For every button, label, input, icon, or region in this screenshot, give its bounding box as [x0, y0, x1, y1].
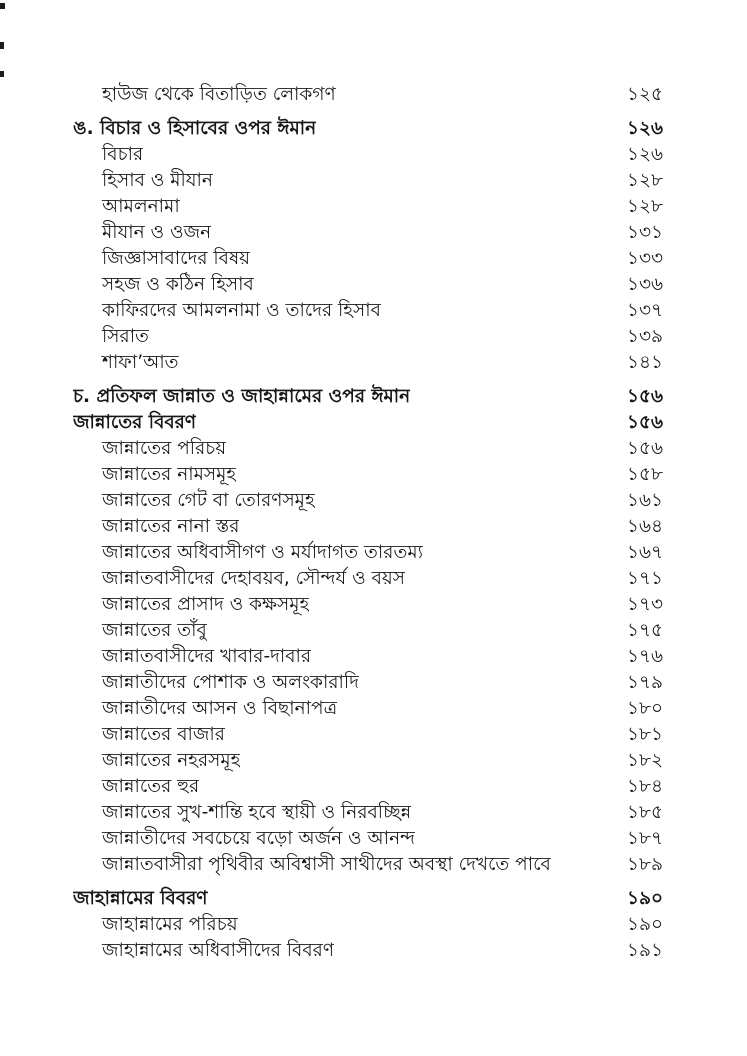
toc-entry-page: ১৬১ — [626, 490, 663, 511]
toc-entry-page: ১৩৭ — [626, 300, 663, 321]
toc-row — [73, 514, 663, 540]
toc-entry-label: জান্নাতের প্রাসাদ ও কক্ষসমূহ — [102, 594, 310, 615]
scan-speck — [0, 3, 5, 9]
toc-entry-label: জান্নাতীদের সবচেয়ে বড়ো অর্জন ও আনন্দ — [102, 828, 416, 849]
toc-row — [73, 324, 663, 350]
toc-row — [73, 886, 663, 912]
toc-entry-page: ১২৮ — [626, 170, 663, 191]
toc-entry-page: ১৩৯ — [626, 326, 663, 347]
toc-row — [73, 142, 663, 168]
toc-entry-label: জান্নাতবাসীদের খাবার-দাবার — [102, 646, 312, 667]
toc-row — [73, 938, 663, 964]
toc-entry-page: ১৫৬ — [626, 386, 663, 407]
toc-entry-label: মীযান ও ওজন — [102, 222, 212, 243]
toc-entry-label: জান্নাতীদের আসন ও বিছানাপত্র — [102, 698, 338, 719]
toc-entry-label: জান্নাতবাসীদের দেহাবয়ব, সৌন্দর্য ও বয়স — [102, 568, 405, 589]
toc-row — [73, 410, 663, 436]
toc-entry-page: ১৫৬ — [626, 438, 663, 459]
toc-row — [73, 800, 663, 826]
toc-entry-page: ১৭১ — [626, 568, 663, 589]
toc-entry-label: জান্নাতীদের পোশাক ও অলংকারাদি — [102, 672, 359, 693]
toc-entry-page: ১২৬ — [626, 118, 663, 139]
toc-row — [73, 722, 663, 748]
toc-row — [73, 852, 663, 878]
toc-entry-label: জান্নাতের নহরসমূহ — [102, 750, 241, 771]
toc-entry-label: জান্নাতের অধিবাসীগণ ও মর্যাদাগত তারতম্য — [102, 542, 423, 563]
toc-entry-label: জান্নাতবাসীরা পৃথিবীর অবিশ্বাসী সাথীদের অবস্থা দেখতে পাবে — [102, 854, 551, 875]
toc-entry-page: ১৯০ — [626, 888, 663, 909]
toc-entry-page: ১৪১ — [626, 352, 663, 373]
toc-entry-label: জাহান্নামের পরিচয় — [102, 914, 238, 935]
toc-entry-page: ১৩৩ — [626, 248, 663, 269]
toc-row — [73, 696, 663, 722]
toc-entry-page: ১৮৭ — [626, 828, 663, 849]
toc-entry-page: ১২৮ — [626, 196, 663, 217]
toc-row — [73, 618, 663, 644]
toc-row — [73, 670, 663, 696]
toc-entry-label: জান্নাতের সুখ-শান্তি হবে স্থায়ী ও নিরবচ্ছিন্ন — [102, 802, 412, 823]
toc-entry-label: ঙ. বিচার ও হিসাবের ওপর ঈমান — [73, 118, 317, 139]
toc-entry-page: ১৭৬ — [626, 646, 663, 667]
toc-entry-page: ১৯০ — [626, 914, 663, 935]
toc-entry-page: ১৭৩ — [626, 594, 663, 615]
toc-entry-label: সিরাত — [102, 326, 149, 347]
toc-entry-label: জান্নাতের বাজার — [102, 724, 225, 745]
toc-entry-page: ১৫৬ — [626, 412, 663, 433]
toc-entry-page: ১৮৪ — [626, 776, 663, 797]
toc-row — [73, 168, 663, 194]
scan-speck — [0, 71, 4, 77]
toc-entry-page: ১৩১ — [626, 222, 663, 243]
toc-entry-page: ১২৬ — [626, 144, 663, 165]
toc-row — [73, 774, 663, 800]
toc-row — [73, 194, 663, 220]
toc-entry-page: ১৬৪ — [626, 516, 663, 537]
toc-entry-label: শাফা’আত — [102, 352, 179, 373]
toc-entry-label: জান্নাতের হুর — [102, 776, 200, 797]
toc-entry-page: ১৩৬ — [626, 274, 663, 295]
toc-entry-page: ১৮২ — [626, 750, 663, 771]
toc-row — [73, 350, 663, 376]
toc-entry-label: জিজ্ঞাসাবাদের বিষয় — [102, 248, 251, 269]
toc-row — [73, 826, 663, 852]
toc-entry-page: ১৮৫ — [626, 802, 663, 823]
toc-entry-page: ১২৫ — [626, 84, 663, 105]
toc-row — [73, 220, 663, 246]
toc-entry-label: চ. প্রতিফল জান্নাত ও জাহান্নামের ওপর ঈমান — [73, 386, 411, 407]
toc-entry-label: জান্নাতের বিবরণ — [73, 412, 197, 433]
toc-row — [73, 82, 663, 108]
toc-entry-label: কাফিরদের আমলনামা ও তাদের হিসাব — [102, 300, 381, 321]
toc-entry-label: জাহান্নামের বিবরণ — [73, 888, 208, 909]
toc-row — [73, 644, 663, 670]
toc-row — [73, 462, 663, 488]
toc-row — [73, 566, 663, 592]
toc-row — [73, 272, 663, 298]
toc-entry-page: ১৬৭ — [626, 542, 663, 563]
toc-row — [73, 488, 663, 514]
toc-entry-page: ১৮০ — [626, 698, 663, 719]
toc-row — [73, 540, 663, 566]
toc-entry-label: বিচার — [102, 144, 144, 165]
toc-row — [73, 748, 663, 774]
toc-row — [73, 436, 663, 462]
toc-entry-label: আমলনামা — [102, 196, 180, 217]
toc-entry-page: ১৮৯ — [626, 854, 663, 875]
toc-entry-label: হাউজ থেকে বিতাড়িত লোকগণ — [102, 84, 336, 105]
toc-entry-page: ১৫৮ — [626, 464, 663, 485]
toc-entry-page: ১৭৯ — [626, 672, 663, 693]
toc-entry-label: জান্নাতের নানা স্তর — [102, 516, 240, 537]
toc-entry-label: জাহান্নামের অধিবাসীদের বিবরণ — [102, 940, 335, 961]
toc-entry-label: জান্নাতের গেট বা তোরণসমূহ — [102, 490, 315, 511]
toc-entry-label: জান্নাতের নামসমূহ — [102, 464, 237, 485]
toc-entry-label: জান্নাতের তাঁবু — [102, 620, 207, 641]
toc-entry-label: জান্নাতের পরিচয় — [102, 438, 227, 459]
toc-row — [73, 592, 663, 618]
toc-entry-page: ১৯১ — [626, 940, 663, 961]
toc-entry-label: হিসাব ও মীযান — [102, 170, 213, 191]
toc-row — [73, 384, 663, 410]
toc-entry-page: ১৭৫ — [626, 620, 663, 641]
toc-row — [73, 246, 663, 272]
toc-entry-label: সহজ ও কঠিন হিসাব — [102, 274, 254, 295]
toc-list — [73, 82, 663, 964]
toc-row — [73, 912, 663, 938]
toc-row — [73, 298, 663, 324]
toc-entry-page: ১৮১ — [626, 724, 663, 745]
scan-speck — [0, 42, 4, 49]
toc-row — [73, 116, 663, 142]
